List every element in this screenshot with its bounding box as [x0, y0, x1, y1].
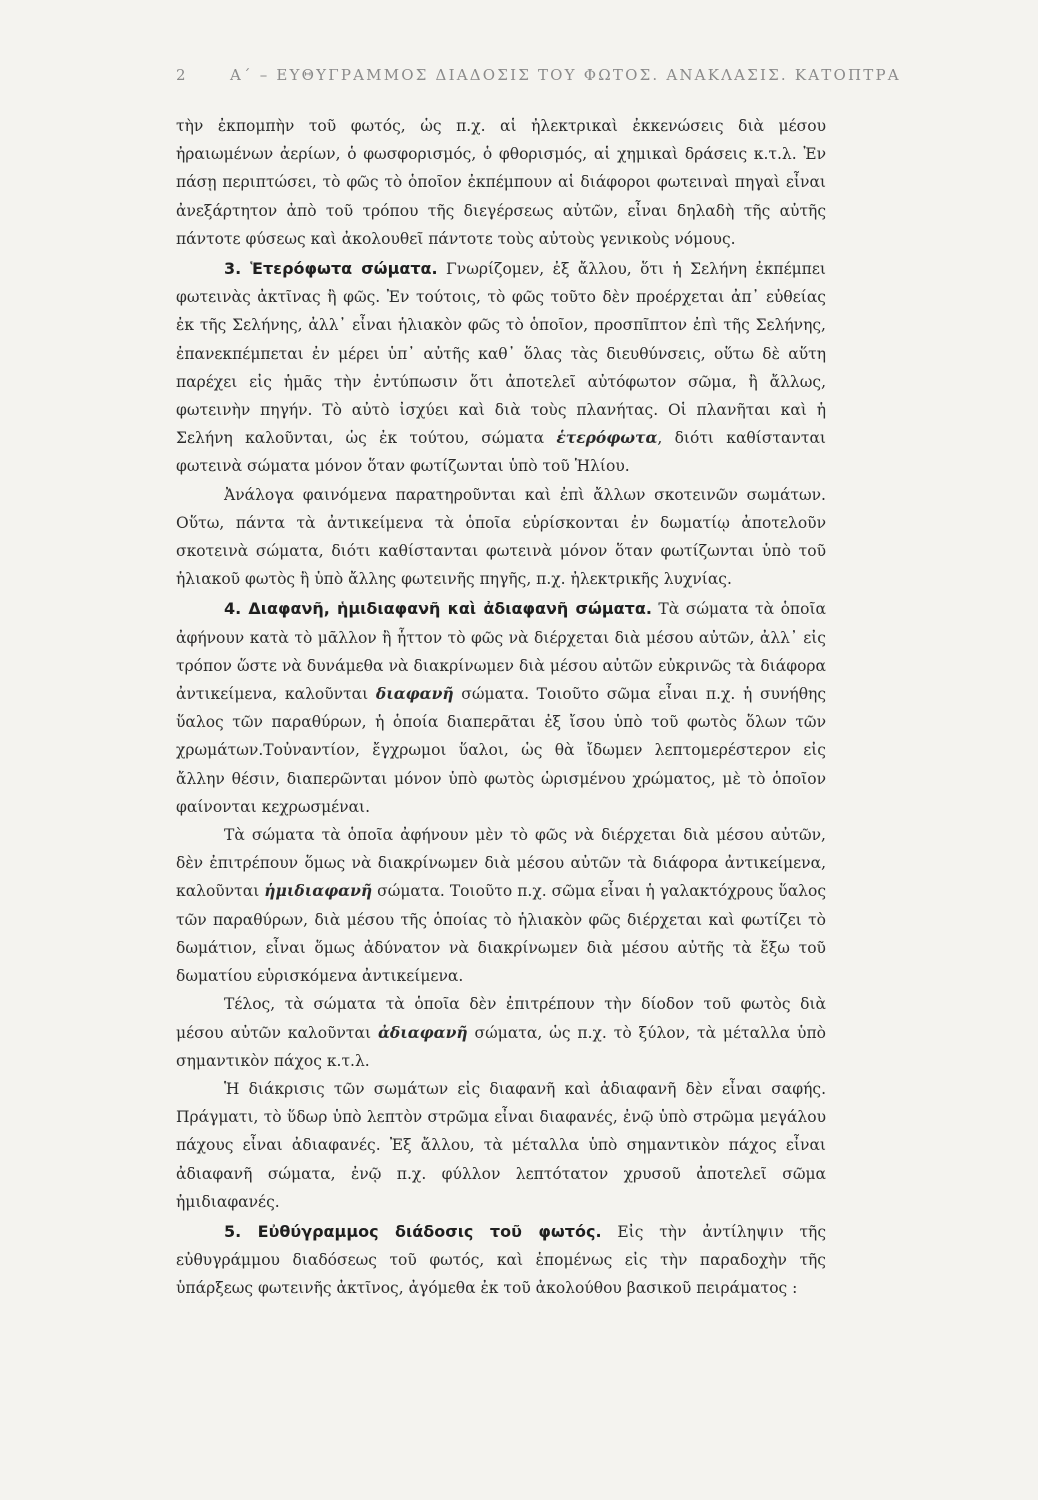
section-5-heading: 5. Εὐθύγραμμος διάδοσις τοῦ φωτός. [224, 1221, 602, 1241]
term-heterophota: ἑτερόφωτα [556, 428, 658, 448]
term-diaphane: διαφανῆ [375, 684, 454, 704]
section-3-heading: 3. Ἑτερόφωτα σώματα. [224, 259, 438, 279]
body-text [176, 112, 826, 1303]
section-4 [176, 595, 826, 821]
section-4-text-2: σώματα. Τοιοῦτο σῶμα εἶναι π.χ. ἡ συνήθης ὕαλος τῶν παραθύρων, ἡ ὁποία διαπερᾶται ἐξ ἴσου ὑπὸ τοῦ φωτὸς ὅλων τῶν χρωμάτων.Τοὐναντίον, ἔγχρωμοι ὕαλοι, ὡς θὰ ἴδωμεν λεπτομερέστερον εἰς ἄλλην θέσιν, διαπερῶνται μόνον ὑπὸ φωτὸς ὡρισμένου χρώματος, μὲ τὸ ὁποῖον φαίνονται κεχρωσμέναι. [176, 685, 826, 816]
section-5 [176, 1218, 826, 1303]
section-4-text-1: Τὰ σώματα τὰ ὁποῖα ἀφήνουν κατὰ τὸ μᾶλλον ἢ ἧττον τὸ φῶς νὰ διέρχεται διὰ μέσου αὐτῶν, ἀλλ᾿ εἰς τρόπον ὥστε νὰ δυνάμεθα νὰ διακρίνωμεν διὰ μέσου αὐτῶν εὐκρινῶς τὰ διάφορα ἀντικείμενα, καλοῦνται [176, 600, 826, 704]
hemi-text-2: σώματα. Τοιοῦτο π.χ. σῶμα εἶναι ἡ γαλακτόχρους ὕαλος τῶν παραθύρων, διὰ μέσου τῆς ὁποίας τὸ ἡλιακὸν φῶς διέρχεται καὶ φωτίζει τὸ δωμάτιον, εἶναι ὅμως ἀδύνατον νὰ διακρίνωμεν διὰ μέσου αὐτῆς τὰ ἔξω τοῦ δωματίου εὑρισκόμενα ἀντικείμενα. [176, 882, 827, 986]
term-adiaphane: ἀδιαφανῆ [377, 1022, 468, 1042]
paragraph-analoga: Ἀνάλογα φαινόμενα παρατηροῦνται καὶ ἐπὶ ἄλλων σκοτεινῶν σωμάτων. Οὕτω, πάντα τὰ ἀντικείμενα τὰ ὁποῖα εὑρίσκονται ἐν δωματίῳ ἀποτελοῦν σκοτεινὰ σώματα, διότι καθίστανται φωτεινὰ μόνον ὅταν φωτίζωνται ὑπὸ τοῦ ἡλιακοῦ φωτὸς ἢ ὑπὸ ἄλλης φωτεινῆς πηγῆς, π.χ. ἠλεκτρικῆς λυχνίας. [176, 485, 826, 589]
page-number: 2 [176, 66, 188, 84]
section-3-text-1: Γνωρίζομεν, ἐξ ἄλλου, ὅτι ἡ Σελήνη ἐκπέμπει φωτεινὰς ἀκτῖνας ἢ φῶς. Ἐν τούτοις, τὸ φῶς τοῦτο δὲν προέρχεται ἀπ᾿ εὐθείας ἐκ τῆς Σελήνης, ἀλλ᾿ εἶναι ἡλιακὸν φῶς τὸ ὁποῖον, προσπῖπτον ἐπὶ τῆς Σελήνης, ἐπανεκπέμπεται ἐν μέρει ὑπ᾿ αὐτῆς καθ᾿ ὅλας τὰς διευθύνσεις, οὕτω δὲ αὕτη παρέχει εἰς ἡμᾶς τὴν ἐντύπωσιν ὅτι ἀποτελεῖ αὐτόφωτον σῶμα, ἢ ἄλλως, φωτεινὴν πηγήν. Τὸ αὐτὸ ἰσχύει καὶ διὰ τοὺς πλανήτας. Οἱ πλανῆται καὶ ἡ Σελήνη καλοῦνται, ὡς ἐκ τούτου, σώματα [176, 260, 826, 448]
running-title: Α΄ – ΕΥΘΥΓΡΑΜΜΟΣ ΔΙΑΔΟΣΙΣ ΤΟΥ ΦΩΤΟΣ. ΑΝΑΚΛΑΣΙΣ. ΚΑΤΟΠΤΡΑ [230, 66, 901, 84]
term-hemidiaphane: ἡμιδιαφανῆ [264, 881, 373, 901]
paragraph-intro: τὴν ἐκπομπὴν τοῦ φωτός, ὡς π.χ. αἱ ἠλεκτρικαὶ ἐκκενώσεις διὰ μέσου ἠραιωμένων ἀερίων, ὁ φωσφορισμός, ὁ φθορισμός, αἱ χημικαὶ δράσεις κ.τ.λ. Ἐν πάσῃ περιπτώσει, τὸ φῶς τὸ ὁποῖον ἐκπέμπουν αἱ διάφοροι φωτειναὶ πηγαὶ εἶναι ἀνεξάρτητον ἀπὸ τοῦ τρόπου τῆς διεγέρσεως αὐτῶν, εἶναι δηλαδὴ τῆς αὐτῆς πάντοτε φύσεως καὶ ἀκολουθεῖ πάντοτε τοὺς αὐτοὺς γενικοὺς νόμους. [176, 117, 826, 248]
section-4-heading: 4. Διαφανῆ, ἡμιδιαφανῆ καὶ ἀδιαφανῆ σώματα. [224, 599, 652, 619]
section-5-text: Εἰς τὴν ἀντίληψιν τῆς εὐθυγράμμου διαδόσεως τοῦ φωτός, καὶ ἑπομένως εἰς τὴν παραδοχὴν τῆς ὑπάρξεως φωτεινῆς ἀκτῖνος, ἀγόμεθα ἐκ τοῦ ἀκολούθου βασικοῦ πειράματος : [176, 1222, 826, 1298]
section-3 [176, 255, 826, 481]
paragraph-diakrisis: Ἡ διάκρισις τῶν σωμάτων εἰς διαφανῆ καὶ ἀδιαφανῆ δὲν εἶναι σαφής. Πράγματι, τὸ ὕδωρ ὑπὸ λεπτὸν στρῶμα εἶναι διαφανές, ἐνῷ ὑπὸ στρῶμα μεγάλου πάχους εἶναι ἀδιαφανές. Ἐξ ἄλλου, τὰ μέταλλα ὑπὸ σημαντικὸν πάχος εἶναι ἀδιαφανῆ σώματα, ἐνῷ π.χ. φύλλον λεπτότατον χρυσοῦ ἀποτελεῖ σῶμα ἡμιδιαφανές. [176, 1079, 826, 1211]
paragraph-hemidiaphane [176, 821, 826, 990]
paragraph-adiaphane [176, 990, 826, 1075]
adia-text-2: σώματα, ὡς π.χ. τὸ ξύλον, τὰ μέταλλα ὑπὸ σημαντικὸν πάχος κ.τ.λ. [176, 1023, 826, 1070]
section-3-text-2: , διότι καθίστανται φωτεινὰ σώματα μόνον ὅταν φωτίζωνται ὑπὸ τοῦ Ἡλίου. [176, 429, 826, 476]
adia-text-1: Τέλος, τὰ σώματα τὰ ὁποῖα δὲν ἐπιτρέπουν τὴν δίοδον τοῦ φωτὸς διὰ μέσου αὐτῶν καλοῦνται [176, 995, 826, 1042]
hemi-text-1: Τὰ σώματα τὰ ὁποῖα ἀφήνουν μὲν τὸ φῶς νὰ διέρχεται διὰ μέσου αὐτῶν, δὲν ἐπιτρέπουν ὅμως νὰ διακρίνωμεν διὰ μέσου αὐτῶν τὰ διάφορα ἀντικείμενα, καλοῦνται [176, 826, 826, 901]
